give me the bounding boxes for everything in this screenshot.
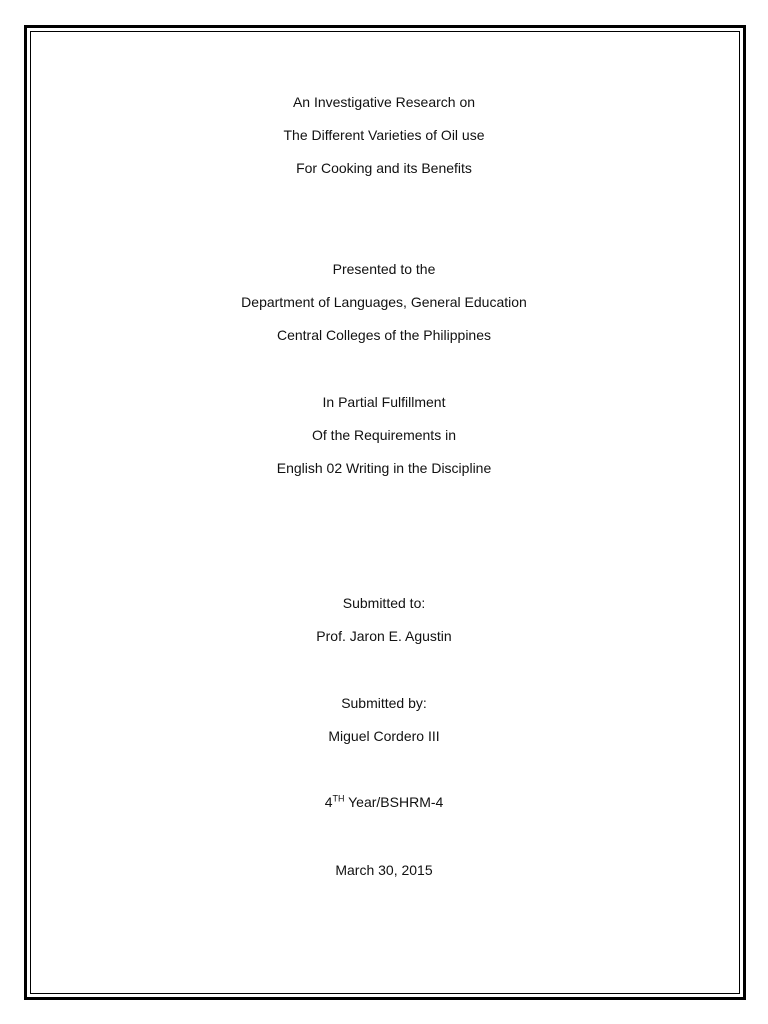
year-superscript: TH: [332, 793, 345, 804]
presented-to-label: Presented to the: [332, 261, 436, 277]
year-program: Year/BSHRM-4: [344, 794, 444, 810]
year-number: 4: [324, 794, 333, 810]
student-name: Miguel Cordero III: [328, 728, 440, 744]
submission-date: March 30, 2015: [335, 862, 433, 878]
research-title-line-1: An Investigative Research on: [292, 94, 476, 110]
fulfillment-line-1: In Partial Fulfillment: [322, 394, 446, 410]
year-section: [0, 793, 768, 811]
research-title-line-3: For Cooking and its Benefits: [296, 160, 472, 176]
college-name: Central Colleges of the Philippines: [276, 327, 491, 343]
research-title-line-2: The Different Varieties of Oil use: [283, 127, 485, 143]
submitted-by-label: Submitted by:: [341, 695, 427, 711]
fulfillment-line-2: Of the Requirements in: [312, 427, 456, 443]
department-name: Department of Languages, General Education: [241, 294, 527, 310]
professor-name: Prof. Jaron E. Agustin: [316, 628, 452, 644]
submitted-to-label: Submitted to:: [342, 595, 426, 611]
course-name: English 02 Writing in the Discipline: [276, 460, 492, 476]
